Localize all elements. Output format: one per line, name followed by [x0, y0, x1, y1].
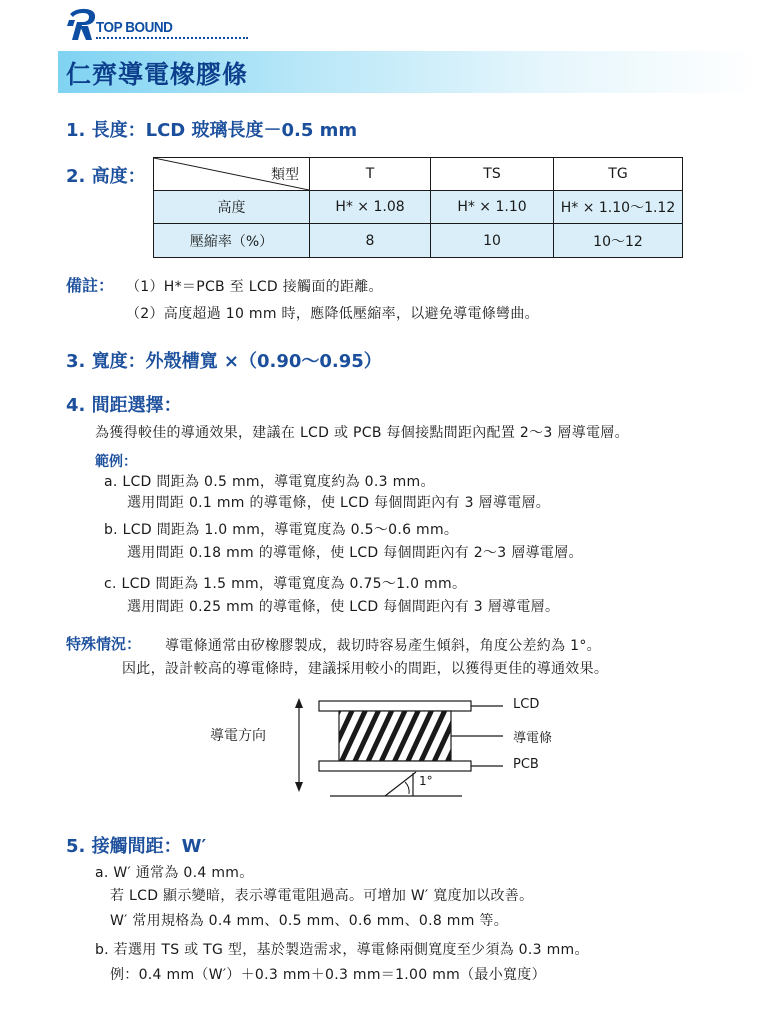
section-5-line: a. W′ 通常為 0.4 mm。 — [95, 865, 254, 881]
table-cell: H* × 1.10 — [431, 191, 554, 224]
note-item: （2）高度超過 10 mm 時，應降低壓縮率，以避免導電條彎曲。 — [126, 306, 539, 322]
table-corner-cell — [154, 158, 310, 191]
special-line: 因此，設計較高的導電條時，建議採用較小的間距，以獲得更佳的導通效果。 — [122, 661, 609, 677]
lcd-label: LCD — [513, 697, 540, 712]
logo-text: TOP BOUND — [96, 19, 173, 36]
special-label: 特殊情況： — [66, 635, 142, 653]
example-label: 範例： — [95, 454, 137, 470]
example-line: 選用間距 0.1 mm 的導電條，使 LCD 每個間距內有 3 層導電層。 — [127, 495, 551, 511]
section-5-line: b. 若選用 TS 或 TG 型，基於製造需求，導電條兩側寬度至少須為 0.3 mm。 — [95, 942, 589, 958]
angle-label: 1° — [419, 774, 433, 788]
example-line: a. LCD 間距為 0.5 mm，導電寬度約為 0.3 mm。 — [104, 474, 435, 490]
table-row-label: 高度 — [154, 191, 310, 224]
section-2-heading: 2. 高度： — [66, 166, 146, 187]
table-corner-label: 類型 — [271, 167, 299, 183]
table-cell: H* × 1.08 — [310, 191, 431, 224]
example-line: 選用間距 0.25 mm 的導電條，使 LCD 每個間距內有 3 層導電層。 — [127, 599, 560, 615]
section-4-heading: 4. 間距選擇： — [66, 395, 182, 416]
table-cell: 8 — [310, 224, 431, 258]
notes-label: 備註： — [66, 276, 115, 295]
section-5-line: 例：0.4 mm（W′）＋0.3 mm＋0.3 mm＝1.00 mm（最小寬度） — [110, 967, 546, 983]
table-header-cell: TG — [554, 158, 683, 191]
note-item: （1）H*＝PCB 至 LCD 接觸面的距離。 — [126, 279, 383, 295]
table-cell: 10 — [431, 224, 554, 258]
table-header-cell: TS — [431, 158, 554, 191]
example-line: c. LCD 間距為 1.5 mm，導電寬度為 0.75～1.0 mm。 — [104, 576, 467, 592]
example-line: 選用間距 0.18 mm 的導電條，使 LCD 每個間距內有 2～3 層導電層。 — [127, 545, 583, 561]
table-header-row — [154, 158, 683, 191]
section-4-intro: 為獲得較佳的導通效果，建議在 LCD 或 PCB 每個接點間距內配置 2～3 層導電層。 — [95, 425, 629, 441]
section-3-heading: 3. 寬度：外殼槽寬 ×（0.90～0.95） — [66, 351, 382, 372]
table-cell: H* × 1.10～1.12 — [554, 191, 683, 224]
example-line: b. LCD 間距為 1.0 mm，導電寬度為 0.5～0.6 mm。 — [104, 522, 459, 538]
section-5-line: 若 LCD 顯示變暗，表示導電電阻過高。可增加 W′ 寬度加以改善。 — [110, 888, 534, 904]
height-spec-table — [153, 157, 683, 258]
company-logo — [66, 6, 206, 46]
direction-label: 導電方向 — [210, 728, 266, 744]
logo-underline — [96, 37, 248, 39]
page-title: 仁齊導電橡膠條 — [66, 60, 249, 89]
logo-mark-icon — [66, 6, 98, 46]
table-row-label: 壓縮率（%） — [154, 224, 310, 258]
table-row — [154, 224, 683, 258]
section-1-heading: 1. 長度：LCD 玻璃長度－0.5 mm — [66, 120, 358, 141]
table-row — [154, 191, 683, 224]
special-line: 導電條通常由矽橡膠製成，裁切時容易產生傾斜，角度公差約為 1°。 — [165, 638, 601, 654]
section-5-line: W′ 常用規格為 0.4 mm、0.5 mm、0.6 mm、0.8 mm 等。 — [110, 913, 509, 929]
table-cell: 10～12 — [554, 224, 683, 258]
table-header-cell: T — [310, 158, 431, 191]
title-banner — [58, 51, 759, 93]
section-5-heading: 5. 接觸間距：W′ — [66, 836, 207, 857]
strip-cross-section-diagram — [200, 690, 580, 805]
strip-label: 導電條 — [513, 731, 553, 746]
pcb-label: PCB — [513, 757, 539, 772]
